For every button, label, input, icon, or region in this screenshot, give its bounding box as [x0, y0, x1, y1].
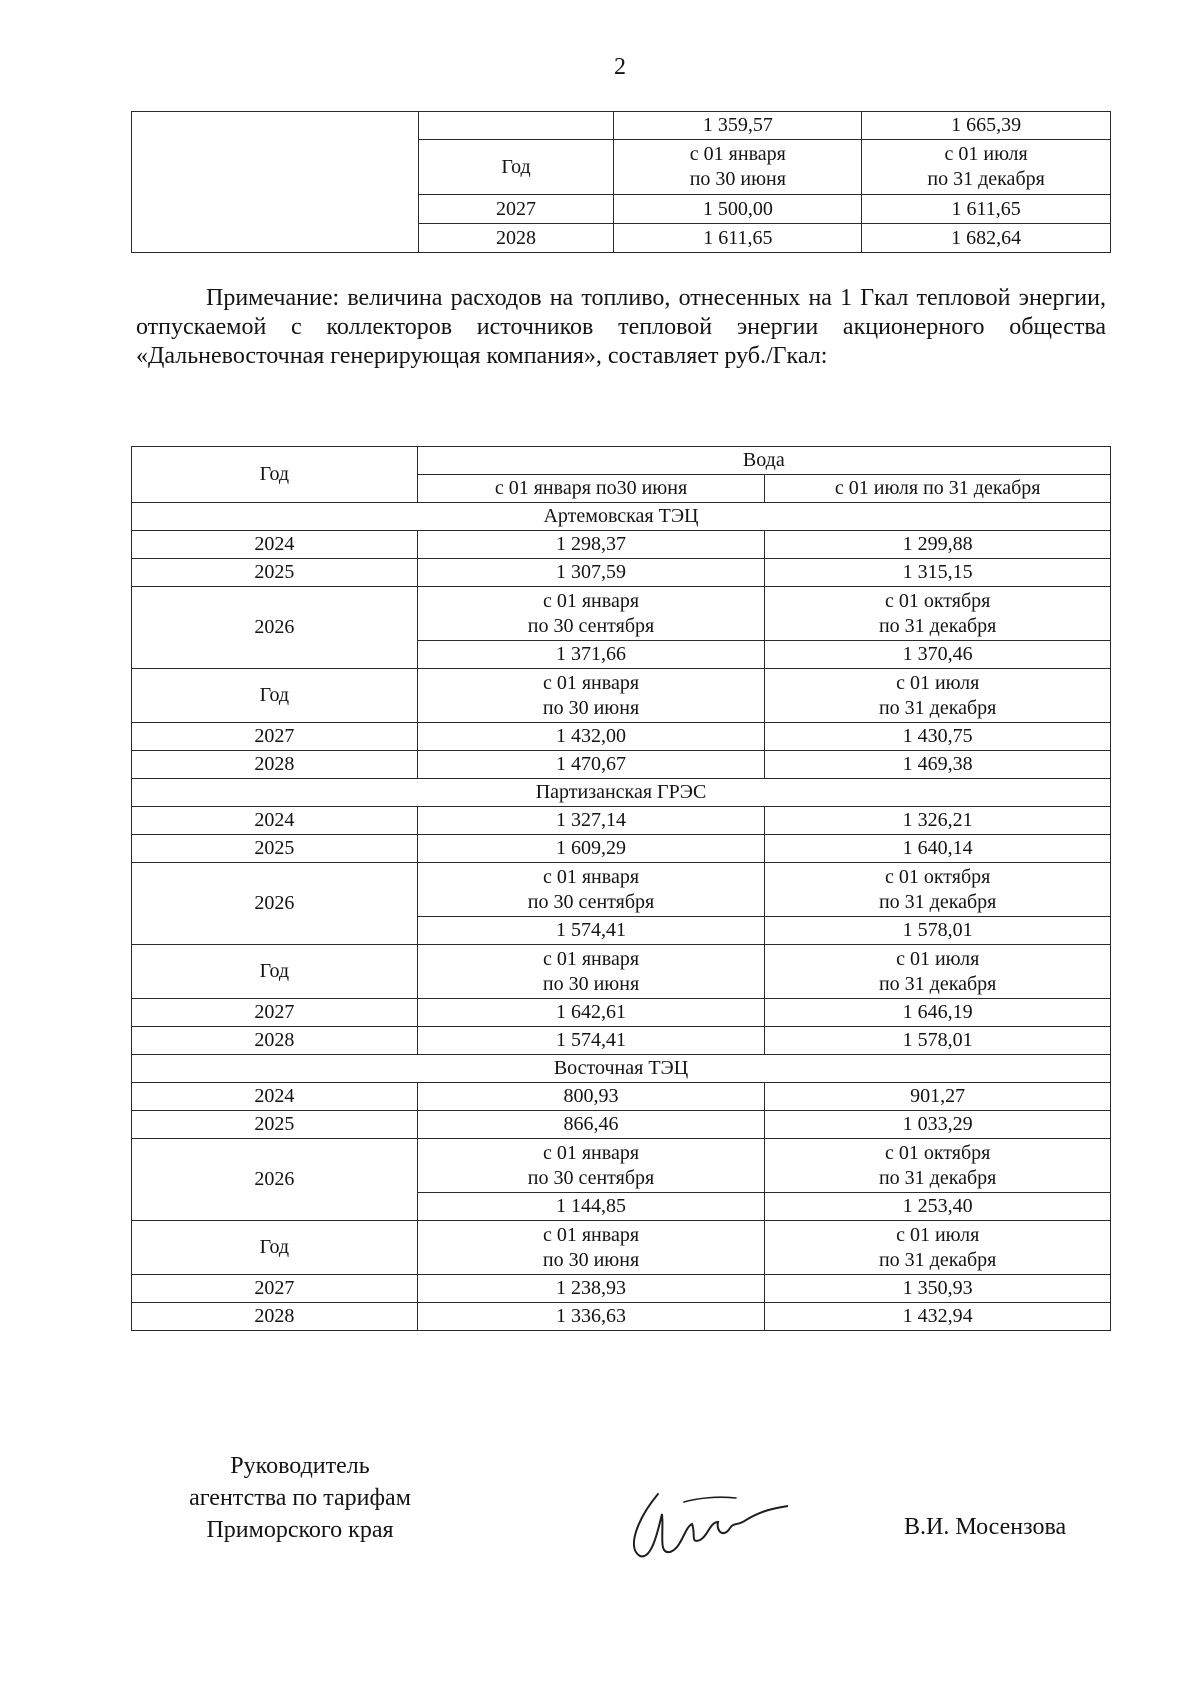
- table-cell: 1 315,15: [765, 559, 1111, 587]
- period-header: с 01 июля по 31 декабря: [765, 945, 1111, 999]
- period-header: с 01 января по 30 июня: [417, 945, 765, 999]
- signatory-name: В.И. Мосензова: [904, 1514, 1067, 1540]
- table-cell: 1 611,65: [862, 195, 1111, 224]
- period-header: с 01 января по 30 июня: [614, 140, 862, 195]
- table-cell: 1 682,64: [862, 224, 1111, 253]
- table-cell: 1 299,88: [765, 531, 1111, 559]
- empty-merged-cell: [132, 112, 419, 253]
- table-cell: 1 350,93: [765, 1275, 1111, 1303]
- year-cell: 2027: [132, 723, 418, 751]
- table-cell: 1 326,21: [765, 807, 1111, 835]
- year-header: Год: [418, 140, 614, 195]
- year-header: Год: [132, 669, 418, 723]
- table-cell: 1 144,85: [417, 1193, 765, 1221]
- year-cell: 2024: [132, 1083, 418, 1111]
- table-cell: 1 432,94: [765, 1303, 1111, 1331]
- table-cell: 1 298,37: [417, 531, 765, 559]
- year-cell: 2026: [132, 1139, 418, 1221]
- year-cell: 2027: [132, 999, 418, 1027]
- period-header: с 01 января по 30 июня: [417, 669, 765, 723]
- continuation-table: [131, 111, 1111, 253]
- table-cell: 1 253,40: [765, 1193, 1111, 1221]
- fuel-cost-table: [131, 446, 1111, 1331]
- year-cell: 2025: [132, 835, 418, 863]
- period-header: с 01 января по 30 сентября: [417, 1139, 765, 1193]
- section-title: Артемовская ТЭЦ: [132, 503, 1111, 531]
- table-cell: 1 307,59: [417, 559, 765, 587]
- table-cell: 1 665,39: [862, 112, 1111, 140]
- table-cell: 1 327,14: [417, 807, 765, 835]
- table-cell: 1 430,75: [765, 723, 1111, 751]
- period-header: с 01 октября по 31 декабря: [765, 1139, 1111, 1193]
- year-cell: 2024: [132, 531, 418, 559]
- period-header: с 01 января по 30 сентября: [417, 587, 765, 641]
- year-cell: 2028: [418, 224, 614, 253]
- table-cell: 1 359,57: [614, 112, 862, 140]
- period-header: с 01 июля по 31 декабря: [765, 475, 1111, 503]
- period-header: с 01 октября по 31 декабря: [765, 863, 1111, 917]
- year-cell: 2028: [132, 1303, 418, 1331]
- position-line: Приморского края: [206, 1517, 394, 1543]
- table-cell: 1 578,01: [765, 1027, 1111, 1055]
- table-cell: 1 370,46: [765, 641, 1111, 669]
- position-line: агентства по тарифам: [189, 1485, 411, 1511]
- year-cell: 2025: [132, 1111, 418, 1139]
- period-header: с 01 июля по 31 декабря: [765, 1221, 1111, 1275]
- page-number: 2: [614, 54, 626, 80]
- year-cell: 2028: [132, 1027, 418, 1055]
- table-cell: 1 336,63: [417, 1303, 765, 1331]
- table-cell: 901,27: [765, 1083, 1111, 1111]
- table-cell: 1 646,19: [765, 999, 1111, 1027]
- table-cell: 1 033,29: [765, 1111, 1111, 1139]
- period-header: с 01 января по30 июня: [417, 475, 765, 503]
- year-header: Год: [132, 447, 418, 503]
- table-cell: 1 371,66: [417, 641, 765, 669]
- section-title: Восточная ТЭЦ: [132, 1055, 1111, 1083]
- period-header: с 01 июля по 31 декабря: [765, 669, 1111, 723]
- table-cell: 1 469,38: [765, 751, 1111, 779]
- position-line: Руководитель: [230, 1453, 370, 1479]
- year-cell: 2026: [132, 863, 418, 945]
- table-cell: 1 574,41: [417, 1027, 765, 1055]
- table-cell: 800,93: [417, 1083, 765, 1111]
- year-cell: 2028: [132, 751, 418, 779]
- resource-header: Вода: [417, 447, 1110, 475]
- table-cell: 1 609,29: [417, 835, 765, 863]
- period-header: с 01 июля по 31 декабря: [862, 140, 1111, 195]
- table-cell: 1 432,00: [417, 723, 765, 751]
- period-header: с 01 января по 30 июня: [417, 1221, 765, 1275]
- table-cell: 1 611,65: [614, 224, 862, 253]
- year-cell: 2027: [132, 1275, 418, 1303]
- signatory-position: [150, 1450, 450, 1546]
- table-cell: 866,46: [417, 1111, 765, 1139]
- table-cell: 1 574,41: [417, 917, 765, 945]
- period-header: с 01 января по 30 сентября: [417, 863, 765, 917]
- year-cell: 2024: [132, 807, 418, 835]
- handwritten-signature: [618, 1478, 788, 1568]
- table-cell: 1 470,67: [417, 751, 765, 779]
- table-cell: 1 238,93: [417, 1275, 765, 1303]
- table-cell: 1 500,00: [614, 195, 862, 224]
- table-cell: 1 578,01: [765, 917, 1111, 945]
- empty-cell: [418, 112, 614, 140]
- period-header: с 01 октября по 31 декабря: [765, 587, 1111, 641]
- year-cell: 2026: [132, 587, 418, 669]
- table-cell: 1 642,61: [417, 999, 765, 1027]
- year-cell: 2025: [132, 559, 418, 587]
- year-header: Год: [132, 945, 418, 999]
- note-paragraph: Примечание: величина расходов на топливо, отнесенных на 1 Гкал тепловой энергии, отпускаемой с коллекторов источников тепловой энергии акционерного общества «Дальневосточная генерирующая компания», составляет руб./Гкал:: [136, 285, 1106, 369]
- year-header: Год: [132, 1221, 418, 1275]
- section-title: Партизанская ГРЭС: [132, 779, 1111, 807]
- table-cell: 1 640,14: [765, 835, 1111, 863]
- year-cell: 2027: [418, 195, 614, 224]
